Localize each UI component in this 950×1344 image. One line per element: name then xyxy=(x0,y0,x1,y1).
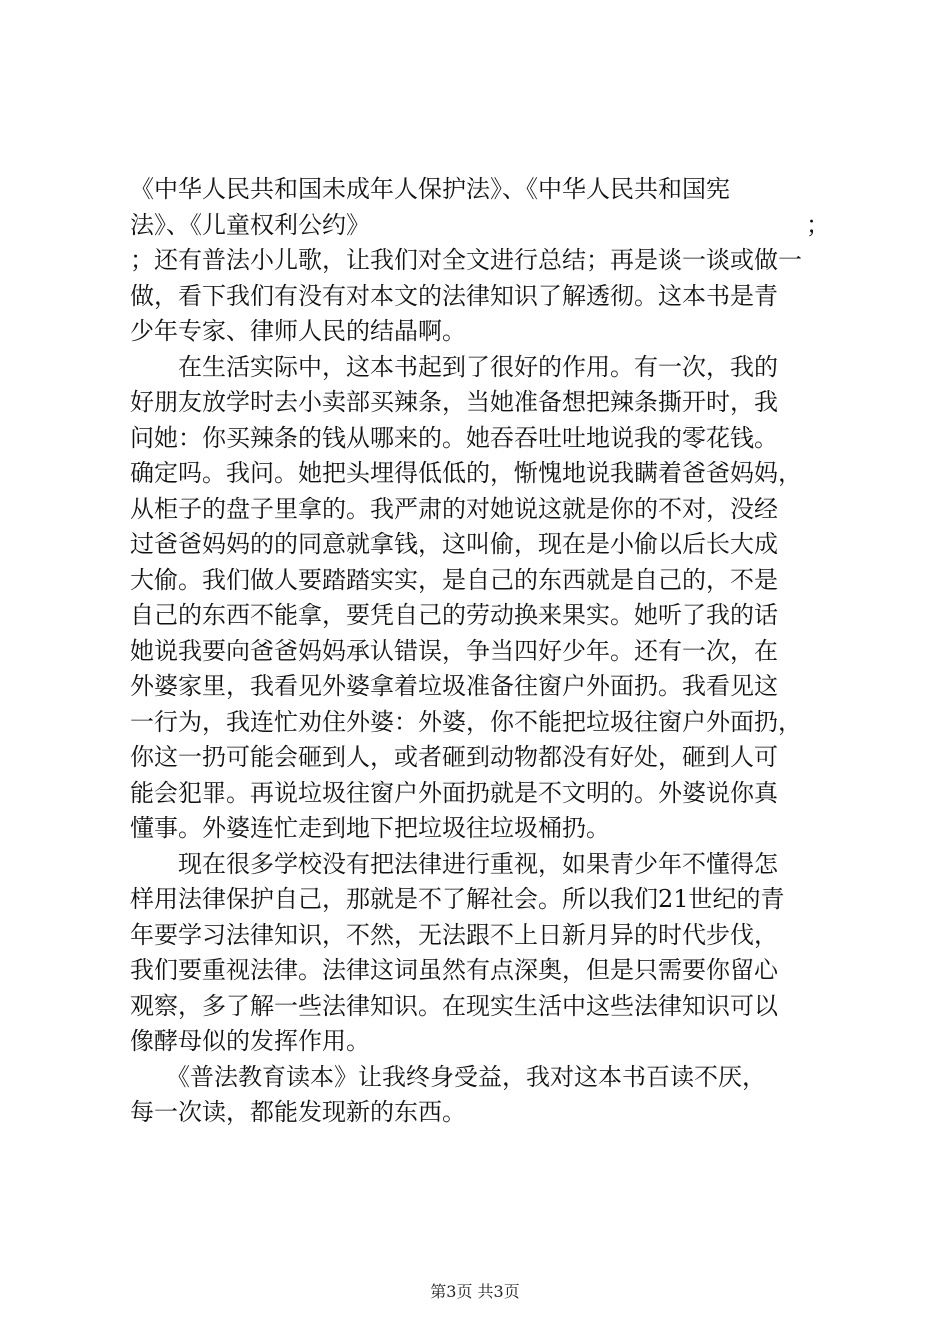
text-line: 好朋友放学时去小卖部买辣条，当她准备想把辣条撕开时，我 xyxy=(130,388,778,416)
text-line: 一行为，我连忙劝住外婆：外婆，你不能把垃圾往窗户外面扔， xyxy=(130,707,802,736)
text-line: 过爸爸妈妈的的同意就拿钱，这叫偷，现在是小偷以后长大成 xyxy=(130,530,778,558)
text-line-segment: 法》、《儿童权利公约》 xyxy=(130,210,370,239)
body-text xyxy=(130,172,830,1131)
text-line: 样用法律保护自己，那就是不了解社会。所以我们21世纪的青 xyxy=(130,885,785,913)
text-line: 她说我要向爸爸妈妈承认错误，争当四好少年。还有一次，在 xyxy=(130,636,778,665)
text-line: 《普法教育读本》让我终身受益，我对这本书百读不厌， xyxy=(130,1062,766,1091)
page-footer xyxy=(0,1279,950,1302)
text-line: 懂事。外婆连忙走到地下把垃圾往垃圾桶扔。 xyxy=(130,814,610,842)
text-line: 大偷。我们做人要踏踏实实，是自己的东西就是自己的，不是 xyxy=(130,565,778,594)
text-line: 你这一扔可能会砸到人，或者砸到动物都没有好处，砸到人可 xyxy=(130,743,778,771)
text-line: ；还有普法小儿歌，让我们对全文进行总结；再是谈一谈或做一 xyxy=(130,246,802,274)
text-line: 少年专家、律师人民的结晶啊。 xyxy=(130,317,466,345)
text-line xyxy=(130,208,830,244)
text-line: 能会犯罪。再说垃圾往窗户外面扔就是不文明的。外婆说你真 xyxy=(130,778,778,807)
text-line-segment: ； xyxy=(806,210,830,239)
text-line: 年要学习法律知识，不然，无法跟不上日新月异的时代步伐， xyxy=(130,920,778,949)
text-line: 从柜子的盘子里拿的。我严肃的对她说这就是你的不对，没经 xyxy=(130,494,778,523)
text-line: 《中华人民共和国未成年人保护法》、《中华人民共和国宪 xyxy=(130,175,730,203)
text-line: 每一次读，都能发现新的东西。 xyxy=(130,1098,466,1126)
text-line: 做，看下我们有没有对本文的法律知识了解透彻。这本书是青 xyxy=(130,281,778,310)
text-line: 自己的东西不能拿，要凭自己的劳动换来果实。她听了我的话 xyxy=(130,601,778,629)
text-line: 问她：你买辣条的钱从哪来的。她吞吞吐吐地说我的零花钱。 xyxy=(130,423,778,452)
text-line: 现在很多学校没有把法律进行重视，如果青少年不懂得怎 xyxy=(130,849,778,878)
text-line: 我们要重视法律。法律这词虽然有点深奥，但是只需要你留心 xyxy=(130,956,778,984)
text-line: 像酵母似的发挥作用。 xyxy=(130,1027,370,1055)
text-line: 确定吗。我问。她把头埋得低低的，惭愧地说我瞒着爸爸妈妈， xyxy=(130,459,802,487)
text-line: 外婆家里，我看见外婆拿着垃圾准备往窗户外面扔。我看见这 xyxy=(130,672,778,700)
text-line: 在生活实际中，这本书起到了很好的作用。有一次，我的 xyxy=(130,352,778,381)
text-line: 观察，多了解一些法律知识。在现实生活中这些法律知识可以 xyxy=(130,991,778,1020)
page-number: 第3页 共3页 xyxy=(430,1282,520,1301)
